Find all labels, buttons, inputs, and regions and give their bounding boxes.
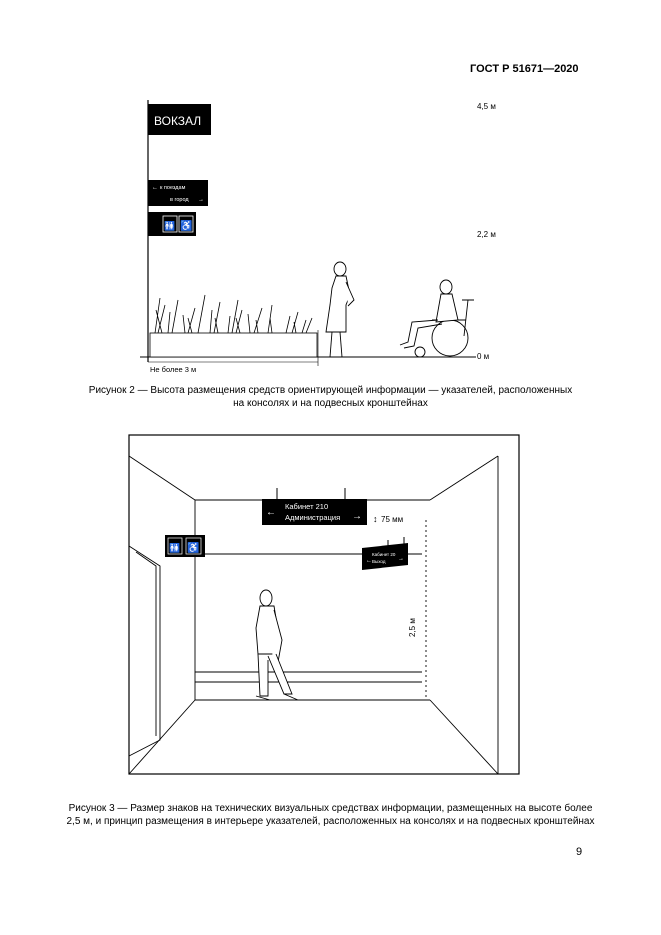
wheelchair-icon: ♿ <box>187 543 200 554</box>
standing-person <box>326 262 354 357</box>
figure-3-caption <box>30 802 631 828</box>
level-label-mid: 2,2 м <box>477 230 496 239</box>
figure-3-caption-line-2: 2,5 м, и принцип размещения в интерьере указателей, расположенных на консолях и на подвесных кронштейнах <box>66 816 595 827</box>
console-sign-line-1: Кабинет 20 <box>372 552 396 557</box>
wheelchair-user <box>400 280 474 357</box>
arrow-left-icon: ← <box>266 507 276 518</box>
hanging-sign <box>262 488 367 525</box>
plants-illustration <box>155 295 312 333</box>
figure-2-caption-line-1: Рисунок 2 — Высота размещения средств ориентирующей информации — указателей, расположенных <box>88 385 573 396</box>
wheelchair-icon: ♿ <box>180 221 193 232</box>
distance-label: Не более 3 м <box>150 365 197 374</box>
direction-sign-line-2: в город <box>170 197 189 203</box>
level-label-ground: 0 м <box>477 352 490 361</box>
toilet-icon: 🚻 <box>164 221 176 231</box>
sign-size-arrow-icon: ↕ <box>373 514 378 524</box>
console-sign <box>362 537 408 570</box>
console-sign-line-2: Выход <box>372 559 386 564</box>
level-label-top: 4,5 м <box>477 102 496 111</box>
planter <box>150 333 317 357</box>
walking-person <box>256 590 298 700</box>
station-sign-text: ВОКЗАЛ <box>154 114 202 128</box>
sign-size-label: 75 мм <box>381 515 404 524</box>
arrow-right-icon: → <box>352 511 362 522</box>
figure-2-caption <box>40 384 621 410</box>
hanging-sign-line-2: Администрация <box>285 513 341 522</box>
hanging-sign-line-1: Кабинет 210 <box>285 502 329 511</box>
figure-2-caption-line-2: на консолях и на подвесных кронштейнах <box>233 398 428 409</box>
arrow-right-icon: → <box>198 197 204 203</box>
direction-sign-line-1: к поездам <box>160 185 186 191</box>
document-id: ГОСТ Р 51671—2020 <box>470 63 579 75</box>
toilet-icon: 🚻 <box>169 543 181 553</box>
page-number: 9 <box>576 846 583 858</box>
arrow-right-icon: → <box>398 556 404 562</box>
arrow-left-icon: ← <box>152 185 158 191</box>
arrow-left-icon: ← <box>366 558 372 564</box>
height-label: 2,5 м <box>408 618 417 637</box>
figure-3-caption-line-1: Рисунок 3 — Размер знаков на технических визуальных средствах информации, размещенных на высоте более <box>68 803 593 814</box>
figure-3-illustration <box>0 430 661 780</box>
figure-2-illustration <box>0 90 661 380</box>
